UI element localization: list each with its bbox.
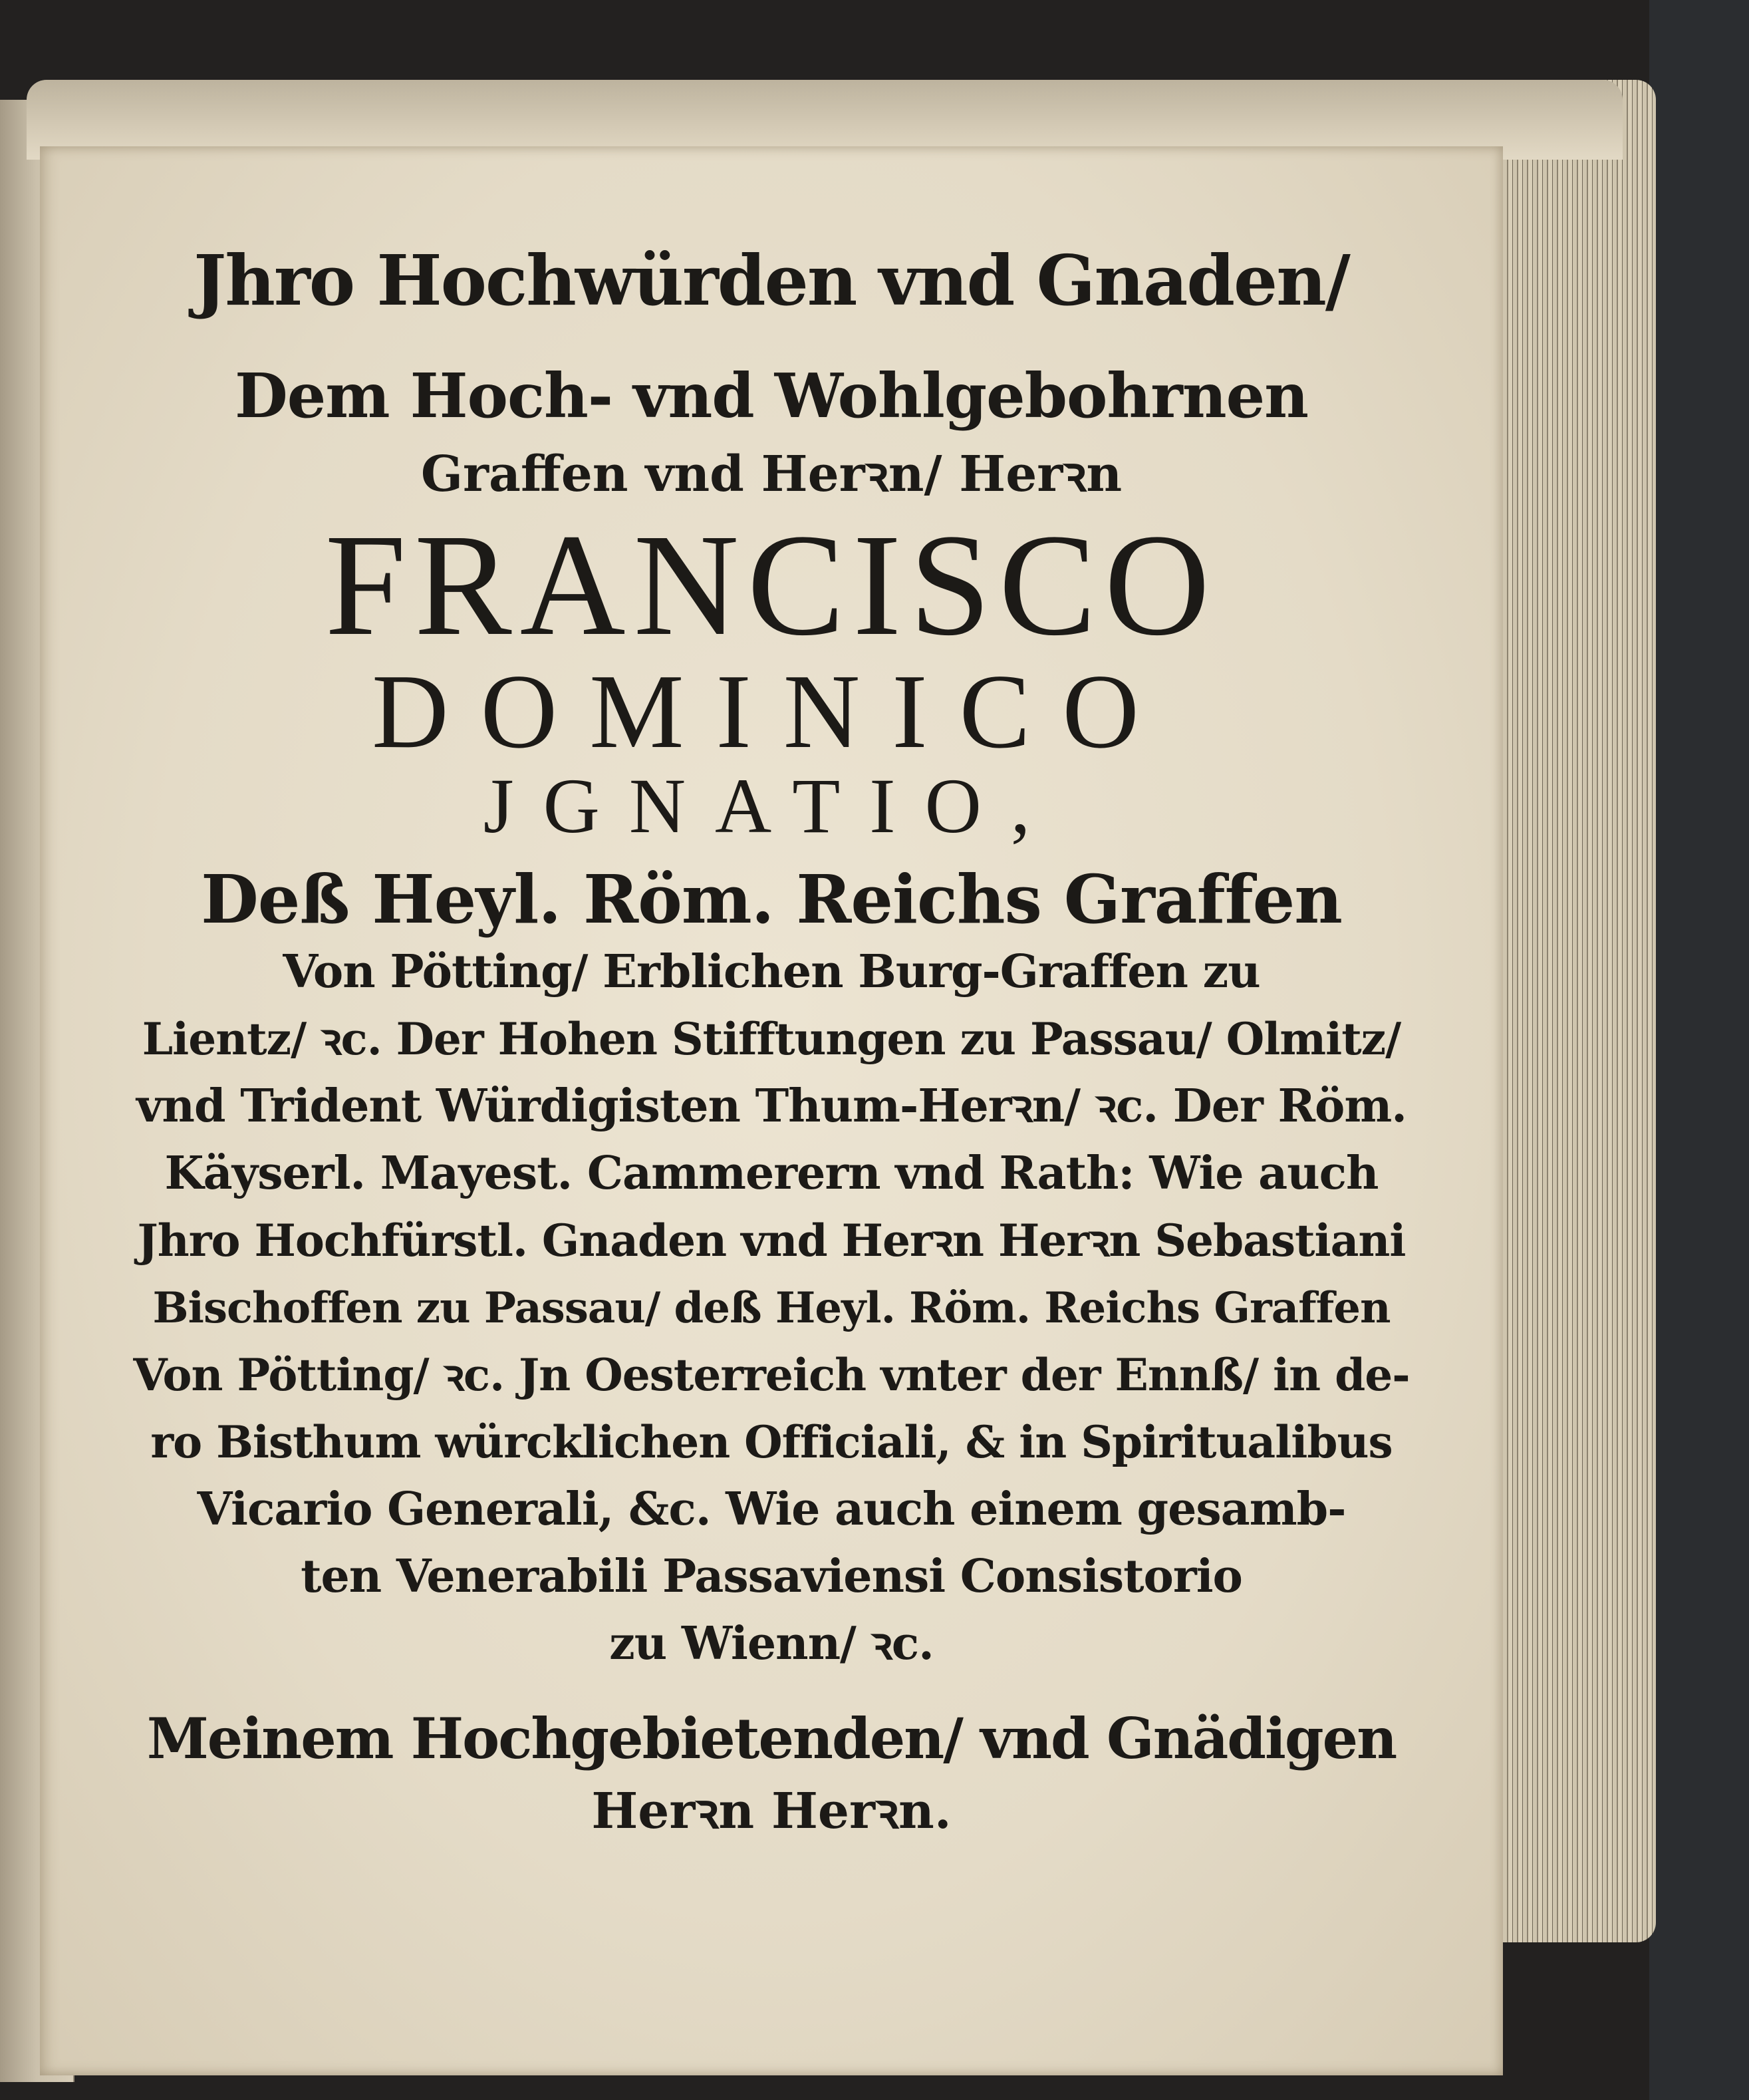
body-line: ro Bisthum würcklichen Officiali, & in Spiritualibus (150, 1416, 1393, 1468)
title-page (40, 146, 1503, 2075)
background-right (1649, 0, 1749, 2100)
body-line: Bischoffen zu Passau/ deß Heyl. Röm. Reichs Graffen (152, 1282, 1391, 1333)
body-line: Von Pötting/ Erblichen Burg-Graffen zu (283, 945, 1260, 998)
body-line: Jhro Hochfürstl. Gnaden vnd Herꝛn Herꝛn Sebastiani (137, 1214, 1406, 1267)
closing-line-1: Meinem Hochgebietenden/ vnd Gnädigen (146, 1705, 1397, 1771)
body-line: Käyserl. Mayest. Cammerern vnd Rath: Wie auch (164, 1146, 1379, 1200)
body-line: vnd Trident Würdigisten Thum-Herꝛn/ ꝛc. Der Röm. (136, 1079, 1407, 1133)
body-line: zu Wienn/ ꝛc. (609, 1616, 934, 1670)
body-line: Von Pötting/ ꝛc. Jn Oesterreich vnter der Ennß/ in de- (133, 1348, 1410, 1401)
dedication-line-7: Deß Heyl. Röm. Reichs Graffen (201, 859, 1342, 939)
body-line: Vicario Generali, &c. Wie auch einem gesamb- (197, 1482, 1346, 1536)
name-jgnatio: JGNATIO, (483, 762, 1060, 849)
dedication-line-2: Dem Hoch- vnd Wohlgebohrnen (234, 360, 1309, 432)
name-francisco: FRANCISCO (325, 504, 1218, 666)
dedication-heading: Jhro Hochwürden vnd Gnaden/ (194, 239, 1349, 321)
body-line: Lientz/ ꝛc. Der Hohen Stifftungen zu Passau/ Olmitz/ (142, 1012, 1401, 1065)
body-line: ten Venerabili Passaviensi Consistorio (301, 1549, 1242, 1603)
dedication-line-3: Graffen vnd Herꝛn/ Herꝛn (420, 446, 1123, 503)
name-dominico: DOMINICO (372, 652, 1171, 770)
dedication-text (133, 226, 1410, 1843)
dedication-body (133, 939, 1410, 1678)
closing-line-2: Herꝛn Herꝛn. (591, 1782, 952, 1840)
